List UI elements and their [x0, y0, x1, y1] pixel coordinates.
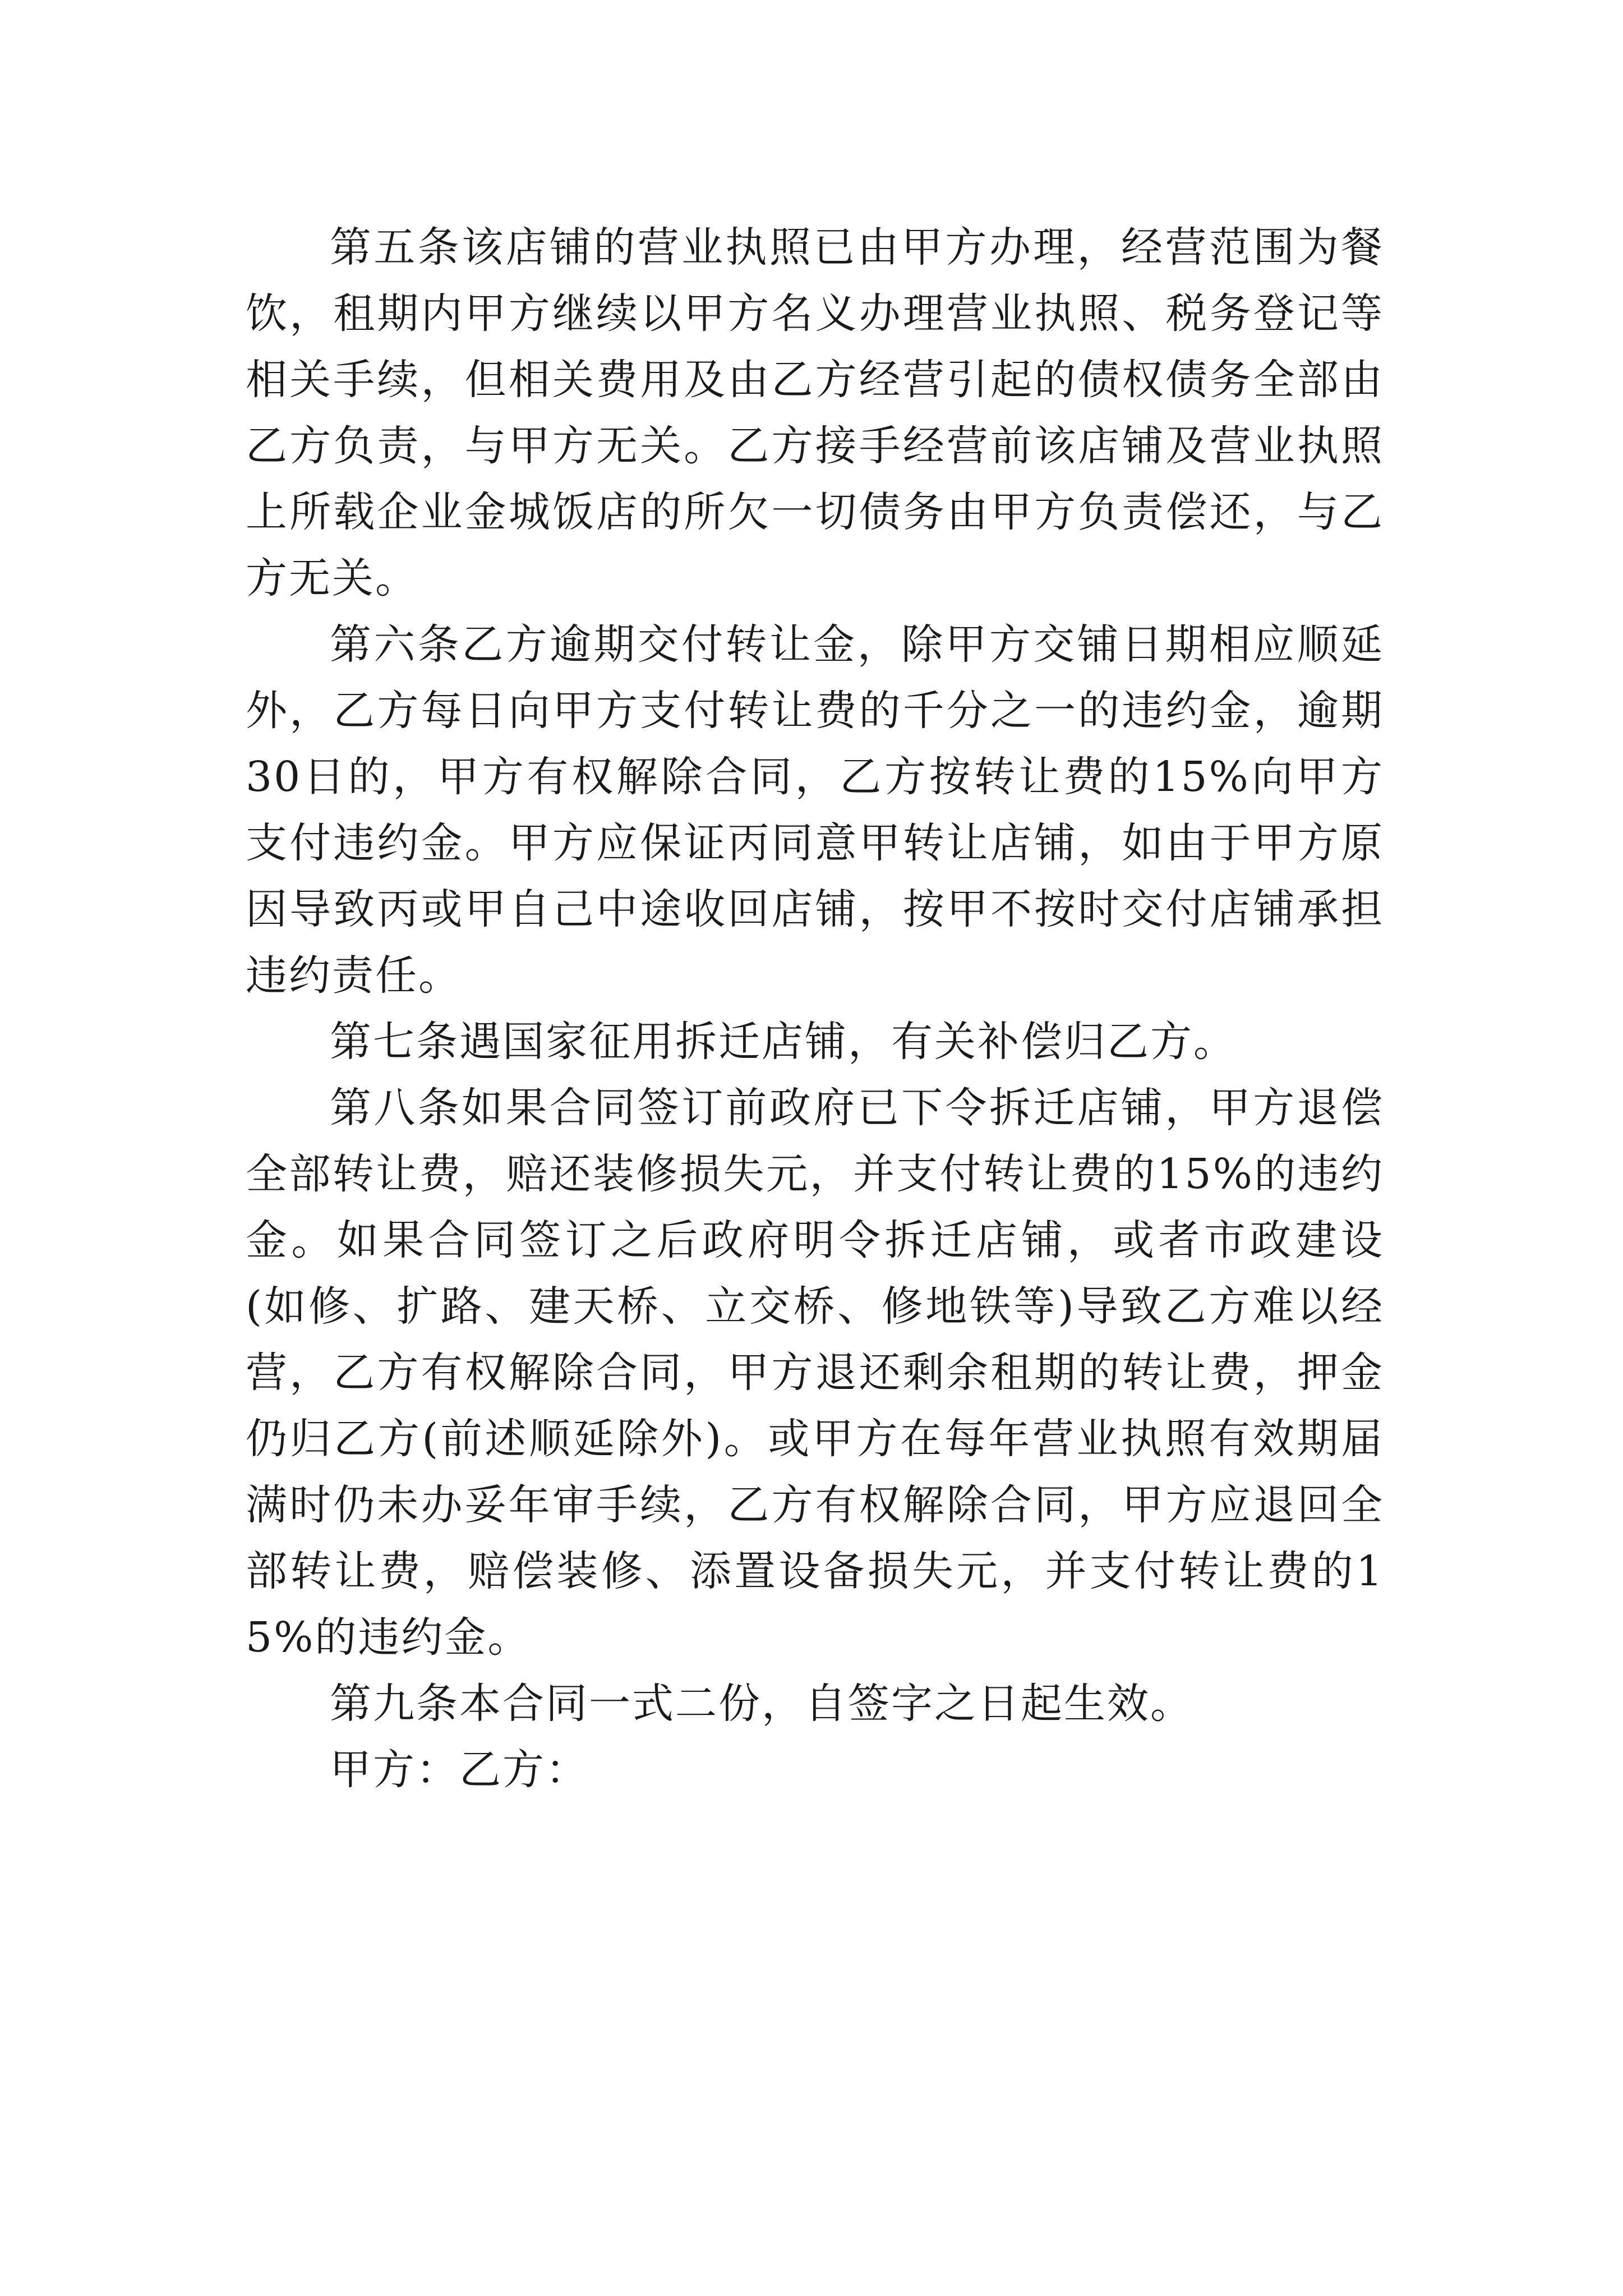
article-6-paragraph: 第六条乙方逾期交付转让金，除甲方交铺日期相应顺延外，乙方每日向甲方支付转让费的千分之一的违约金，逾期30日的，甲方有权解除合同，乙方按转让费的15%向甲方支付违约金。甲方应保证丙同意甲转让店铺，如由于甲方原因导致丙或甲自己中途收回店铺，按甲不按时交付店铺承担违约责任。 [246, 620, 1384, 1000]
article-7-paragraph: 第七条遇国家征用拆迁店铺，有关补偿归乙方。 [330, 1018, 1237, 1066]
article-5-paragraph: 第五条该店铺的营业执照已由甲方办理，经营范围为餐饮，租期内甲方继续以甲方名义办理营业执照、税务登记等相关手续，但相关费用及由乙方经营引起的债权债务全部由乙方负责，与甲方无关。乙方接手经营前该店铺及营业执照上所载企业金城饭店的所欠一切债务由甲方负责偿还，与乙方无关。 [246, 223, 1384, 602]
document-body [246, 214, 1384, 1803]
signature-line: 甲方：乙方： [330, 1746, 589, 1794]
article-9-paragraph: 第九条本合同一式二份，自签字之日起生效。 [330, 1680, 1193, 1728]
article-8-paragraph: 第八条如果合同签订前政府已下令拆迁店铺，甲方退偿全部转让费，赔还装修损失元，并支付转让费的15%的违约金。如果合同签订之后政府明令拆迁店铺，或者市政建设(如修、扩路、建天桥、立交桥、修地铁等)导致乙方难以经营，乙方有权解除合同，甲方退还剩余租期的转让费，押金仍归乙方(前述顺延除外)。或甲方在每年营业执照有效期届满时仍未办妥年审手续，乙方有权解除合同，甲方应退回全部转让费，赔偿装修、添置设备损失元，并支付转让费的15%的违约金。 [246, 1084, 1384, 1662]
